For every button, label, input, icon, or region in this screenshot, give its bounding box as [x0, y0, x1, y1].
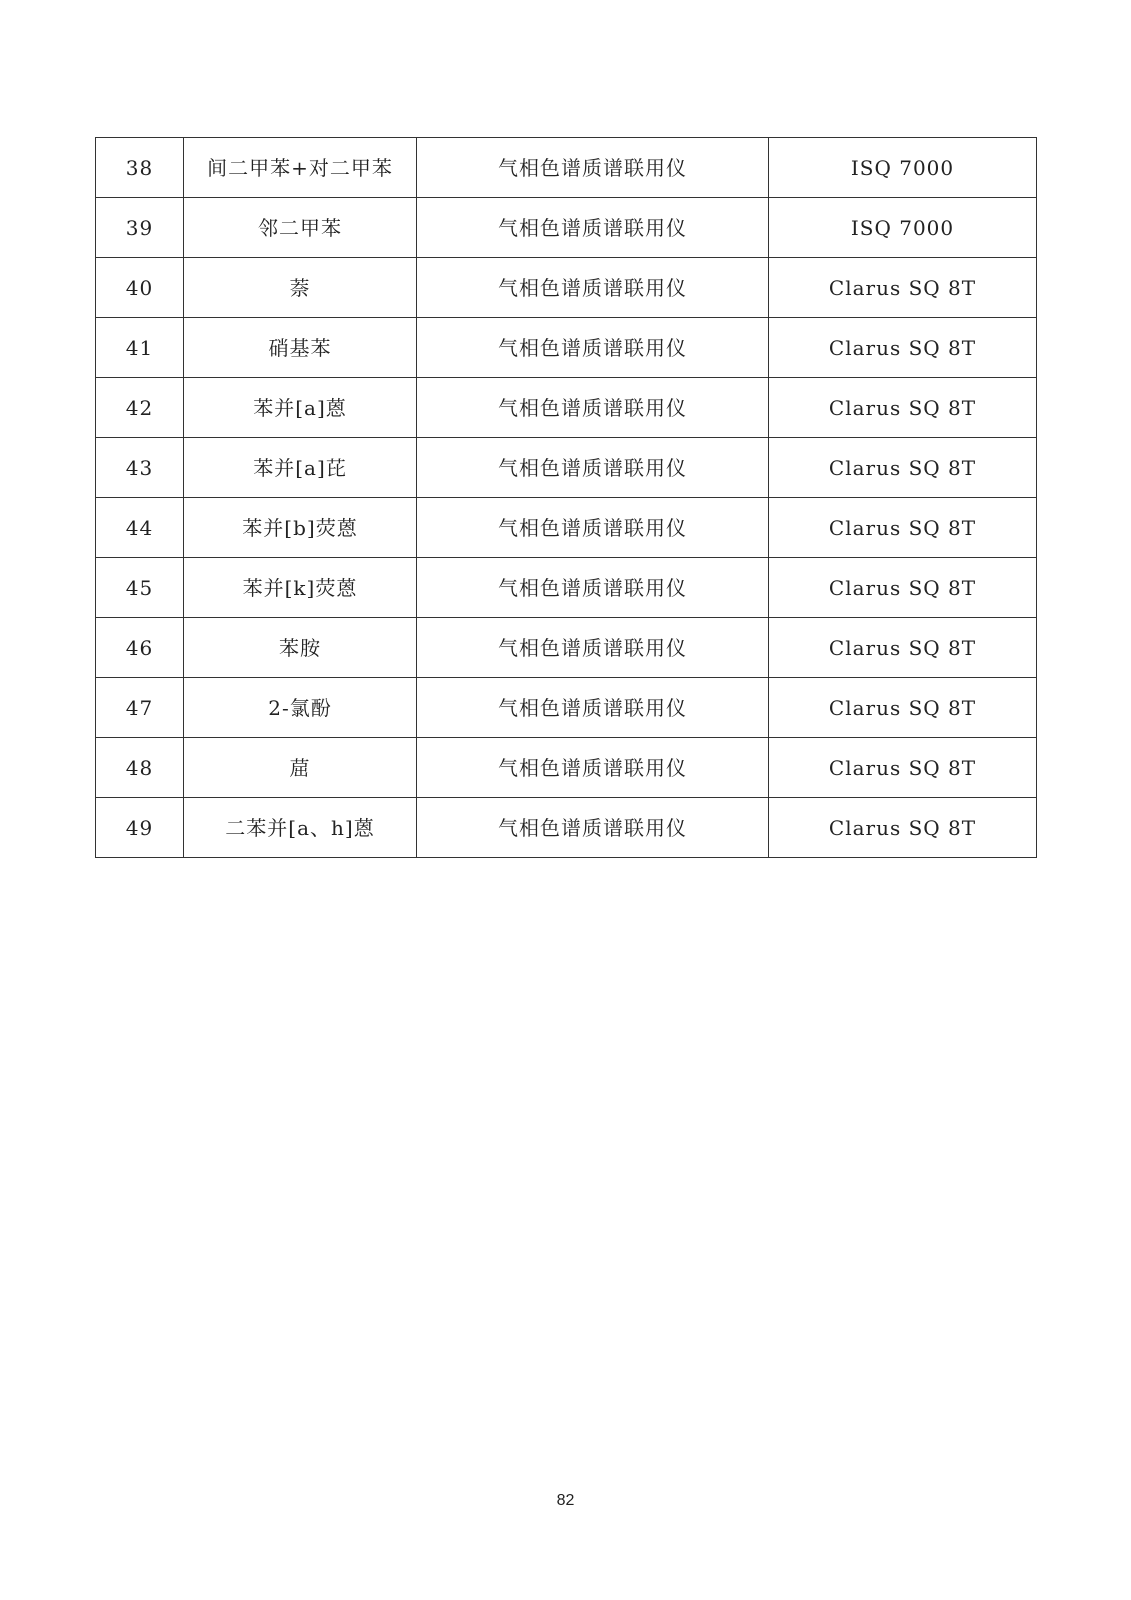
instrument-name: 气相色谱质谱联用仪	[417, 438, 769, 498]
instrument-model: Clarus SQ 8T	[769, 378, 1037, 438]
row-number: 44	[96, 498, 184, 558]
instrument-name: 气相色谱质谱联用仪	[417, 678, 769, 738]
instrument-model: ISQ 7000	[769, 138, 1037, 198]
row-number: 47	[96, 678, 184, 738]
table-row	[96, 558, 1037, 618]
compound-name: 苯并[k]荧蒽	[184, 558, 417, 618]
row-number: 48	[96, 738, 184, 798]
table-row	[96, 318, 1037, 378]
instrument-name: 气相色谱质谱联用仪	[417, 618, 769, 678]
instrument-model: Clarus SQ 8T	[769, 318, 1037, 378]
compound-name: 䓛	[184, 738, 417, 798]
instrument-name: 气相色谱质谱联用仪	[417, 318, 769, 378]
compound-name: 间二甲苯+对二甲苯	[184, 138, 417, 198]
table-row	[96, 258, 1037, 318]
row-number: 40	[96, 258, 184, 318]
compound-name: 二苯并[a、h]蒽	[184, 798, 417, 858]
instrument-model: Clarus SQ 8T	[769, 438, 1037, 498]
instrument-model: Clarus SQ 8T	[769, 498, 1037, 558]
compound-name: 邻二甲苯	[184, 198, 417, 258]
table-row	[96, 198, 1037, 258]
instrument-name: 气相色谱质谱联用仪	[417, 498, 769, 558]
table-body	[96, 138, 1037, 858]
table-row	[96, 498, 1037, 558]
instrument-model: Clarus SQ 8T	[769, 258, 1037, 318]
compound-name: 苯并[a]芘	[184, 438, 417, 498]
instrument-name: 气相色谱质谱联用仪	[417, 198, 769, 258]
compound-name: 苯并[a]蒽	[184, 378, 417, 438]
instrument-model: Clarus SQ 8T	[769, 558, 1037, 618]
table-row	[96, 738, 1037, 798]
compound-name: 2-氯酚	[184, 678, 417, 738]
instrument-name: 气相色谱质谱联用仪	[417, 798, 769, 858]
compound-name: 萘	[184, 258, 417, 318]
table-row	[96, 678, 1037, 738]
page-number: 82	[556, 1492, 575, 1509]
row-number: 49	[96, 798, 184, 858]
row-number: 41	[96, 318, 184, 378]
instrument-model: Clarus SQ 8T	[769, 738, 1037, 798]
instrument-model: ISQ 7000	[769, 198, 1037, 258]
instrument-name: 气相色谱质谱联用仪	[417, 738, 769, 798]
instrument-name: 气相色谱质谱联用仪	[417, 258, 769, 318]
table-row	[96, 138, 1037, 198]
row-number: 38	[96, 138, 184, 198]
row-number: 46	[96, 618, 184, 678]
row-number: 42	[96, 378, 184, 438]
table-row	[96, 438, 1037, 498]
instrument-model: Clarus SQ 8T	[769, 798, 1037, 858]
compound-name: 苯并[b]荧蒽	[184, 498, 417, 558]
table-row	[96, 618, 1037, 678]
compound-name: 硝基苯	[184, 318, 417, 378]
instrument-name: 气相色谱质谱联用仪	[417, 558, 769, 618]
row-number: 43	[96, 438, 184, 498]
row-number: 45	[96, 558, 184, 618]
table-row	[96, 378, 1037, 438]
compound-name: 苯胺	[184, 618, 417, 678]
instrument-table	[95, 137, 1037, 858]
instrument-name: 气相色谱质谱联用仪	[417, 138, 769, 198]
instrument-name: 气相色谱质谱联用仪	[417, 378, 769, 438]
instrument-model: Clarus SQ 8T	[769, 618, 1037, 678]
table-row	[96, 798, 1037, 858]
instrument-model: Clarus SQ 8T	[769, 678, 1037, 738]
row-number: 39	[96, 198, 184, 258]
